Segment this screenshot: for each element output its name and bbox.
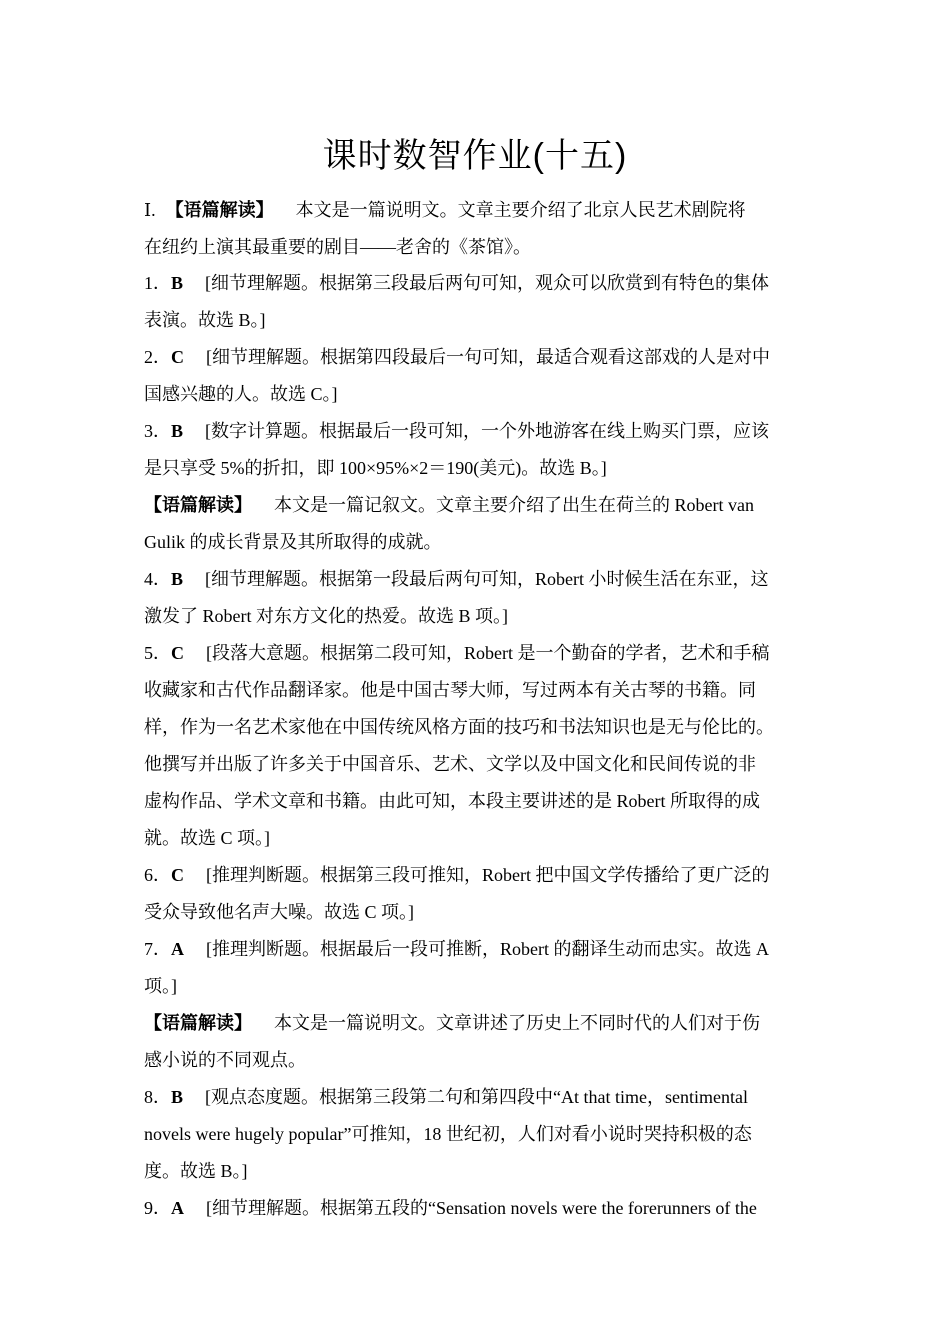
answer-item-3-cont: 是只享受 5%的折扣，即 100×95%×2＝190(美元)。故选 B。]	[144, 458, 607, 478]
answer-item-4	[144, 567, 769, 591]
answer-letter: B	[171, 273, 184, 293]
answer-item-5-cont: 就。故选 C 项。]	[144, 828, 270, 848]
answer-explanation: [细节理解题。根据第三段最后两句可知，观众可以欣赏到有特色的集体	[205, 273, 770, 293]
answer-explanation: [推理判断题。根据第三段可推知，Robert 把中国文学传播给了更广泛的	[206, 865, 770, 885]
answer-item-1	[144, 271, 769, 295]
answer-item-5-cont: 收藏家和古代作品翻译家。他是中国古琴大师，写过两本有关古琴的书籍。同	[144, 680, 756, 700]
answer-item-1-cont: 表演。故选 B。]	[144, 310, 266, 330]
section-roman-numeral: Ⅰ.	[144, 200, 156, 220]
answer-number: 7．	[144, 939, 171, 959]
page-title: 课时数智作业(十五)	[322, 137, 628, 175]
answer-explanation: [细节理解题。根据第一段最后两句可知，Robert 小时候生活在东亚，这	[205, 569, 769, 589]
answer-item-5	[144, 641, 769, 665]
section-3-intro	[144, 1011, 760, 1035]
section-3-intro-cont: 感小说的不同观点。	[144, 1050, 306, 1070]
answer-letter: A	[171, 939, 184, 959]
answer-item-8-cont: 度。故选 B。]	[144, 1161, 248, 1181]
section-1-intro	[144, 198, 746, 222]
answer-item-7-cont: 项。]	[144, 976, 177, 996]
answer-explanation: [段落大意题。根据第二段可知，Robert 是一个勤奋的学者，艺术和手稿	[206, 643, 770, 663]
answer-item-5-cont: 虚构作品、学术文章和书籍。由此可知，本段主要讲述的是 Robert 所取得的成	[144, 791, 760, 811]
answer-number: 4．	[144, 569, 171, 589]
answer-item-4-cont: 激发了 Robert 对东方文化的热爱。故选 B 项。]	[144, 606, 508, 626]
section-text: 本文是一篇说明文。文章讲述了历史上不同时代的人们对于伤	[274, 1013, 760, 1033]
answer-item-8-cont: novels were hugely popular”可推知，18 世纪初，人们对看小说时哭持积极的态	[144, 1124, 752, 1144]
answer-item-9	[144, 1196, 757, 1220]
answer-item-5-cont: 样，作为一名艺术家他在中国传统风格方面的技巧和书法知识也是无与伦比的。	[144, 717, 774, 737]
answer-number: 1．	[144, 273, 171, 293]
answer-explanation: [观点态度题。根据第三段第二句和第四段中“At that time，sentimental	[205, 1087, 748, 1107]
answer-letter: A	[171, 1198, 184, 1218]
answer-letter: C	[171, 643, 184, 663]
answer-item-7	[144, 937, 769, 961]
answer-explanation: [数字计算题。根据最后一段可知，一个外地游客在线上购买门票，应该	[205, 421, 770, 441]
answer-letter: B	[171, 1087, 184, 1107]
answer-number: 6．	[144, 865, 171, 885]
answer-item-8	[144, 1085, 748, 1109]
answer-explanation: [推理判断题。根据最后一段可推断，Robert 的翻译生动而忠实。故选 A	[206, 939, 769, 959]
answer-letter: B	[171, 421, 184, 441]
section-tag: 【语篇解读】	[144, 495, 252, 515]
section-text: 本文是一篇说明文。文章主要介绍了北京人民艺术剧院将	[295, 200, 746, 220]
answer-letter: B	[171, 569, 184, 589]
answer-number: 2．	[144, 347, 171, 367]
section-2-intro	[144, 493, 754, 517]
answer-item-6	[144, 863, 769, 887]
answer-number: 3．	[144, 421, 171, 441]
answer-explanation: [细节理解题。根据第四段最后一句可知，最适合观看这部戏的人是对中	[206, 347, 770, 367]
section-2-intro-cont: Gulik 的成长背景及其所取得的成就。	[144, 532, 442, 552]
answer-item-2-cont: 国感兴趣的人。故选 C。]	[144, 384, 338, 404]
answer-number: 5．	[144, 643, 171, 663]
section-tag: 【语篇解读】	[165, 200, 274, 220]
answer-letter: C	[171, 865, 184, 885]
section-tag: 【语篇解读】	[144, 1013, 252, 1033]
answer-item-5-cont: 他撰写并出版了许多关于中国音乐、艺术、文学以及中国文化和民间传说的非	[144, 754, 756, 774]
section-1-intro-cont: 在纽约上演其最重要的剧目——老舍的《茶馆》。	[144, 237, 531, 257]
answer-letter: C	[171, 347, 184, 367]
answer-item-2	[144, 345, 770, 369]
answer-number: 9．	[144, 1198, 171, 1218]
answer-item-3	[144, 419, 769, 443]
answer-item-6-cont: 受众导致他名声大噪。故选 C 项。]	[144, 902, 414, 922]
answer-number: 8．	[144, 1087, 171, 1107]
section-text: 本文是一篇记叙文。文章主要介绍了出生在荷兰的 Robert van	[274, 495, 754, 515]
answer-explanation: [细节理解题。根据第五段的“Sensation novels were the forerunners of the	[206, 1198, 757, 1218]
